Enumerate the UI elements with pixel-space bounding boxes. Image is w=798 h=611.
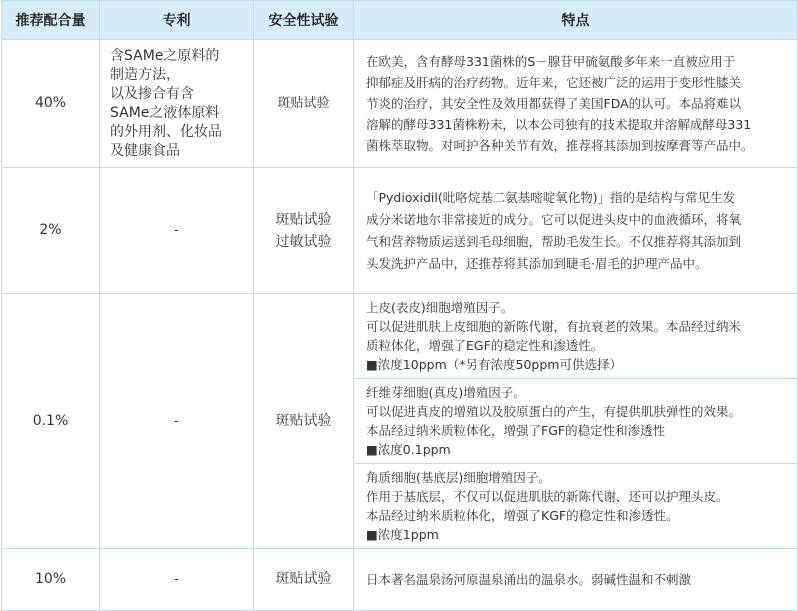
table-header-row bbox=[2, 1, 798, 40]
feature-line: 上皮(表皮)细胞增殖因子。 bbox=[366, 300, 514, 315]
feature-line: 本品经过纳米质粒体化，增强了KGF的稳定性和渗透性。 bbox=[366, 508, 679, 523]
patent-line: 以及掺合有含 bbox=[110, 85, 194, 102]
feature-line: 溶解的酵母331菌株粉末，以本公司独有的技术提取并溶解成酵母331 bbox=[366, 117, 752, 132]
safety-test-label: 斑贴试验 bbox=[277, 96, 330, 111]
feature-line: 可以促进真皮的增殖以及胶原蛋白的产生，有提供肌肤弹性的效果。 bbox=[366, 404, 742, 419]
feature-line: ■浓度0.1ppm bbox=[366, 442, 451, 457]
safety-test-cell bbox=[254, 168, 354, 294]
safety-test-label: 过敏试验 bbox=[275, 233, 332, 250]
patent-line: 制造方法， bbox=[110, 66, 180, 83]
feature-line: 头发洗护产品中，还推荐将其添加到睫毛·眉毛的护理产品中。 bbox=[366, 255, 708, 271]
feature-line: 本品经过纳米质粒体化，增强了FGF的稳定性和渗透性 bbox=[366, 423, 666, 438]
feature-line: 菌株萃取物。对呵护各种关节有效，推荐将其添加到按摩膏等产品中。 bbox=[366, 138, 754, 153]
patent-line: 及健康食品 bbox=[110, 142, 180, 159]
patent-line: 含SAMe之原料的 bbox=[110, 47, 220, 64]
safety-test-cell bbox=[254, 40, 354, 168]
safety-test-label: 斑贴试验 bbox=[275, 211, 332, 228]
growth-factor-block-fgf bbox=[354, 379, 797, 464]
feature-line: 在欧美，含有酵母331菌株的S－腺苷甲硫氨酸多年来一直被应用于 bbox=[366, 54, 736, 69]
patent-cell: - bbox=[100, 549, 254, 611]
header-features: 特点 bbox=[354, 1, 798, 40]
feature-line: 角质细胞(基底层)细胞增殖因子。 bbox=[366, 470, 551, 485]
feature-line: 作用于基底层，不仅可以促进肌肤的新陈代谢，还可以护理头皮。 bbox=[366, 489, 729, 504]
table-row bbox=[2, 40, 798, 168]
dosage-cell: 40% bbox=[2, 40, 100, 168]
safety-test-cell bbox=[254, 294, 354, 549]
feature-line: 质粒体化，增强了EGF的稳定性和渗透性。 bbox=[366, 338, 604, 353]
features-cell bbox=[354, 549, 798, 611]
dosage-cell: 10% bbox=[2, 549, 100, 611]
table-row bbox=[2, 549, 798, 611]
feature-line: 日本著名温泉汤河原温泉涌出的温泉水。弱碱性温和不刺激 bbox=[366, 572, 692, 587]
feature-line: 气和营养物质运送到毛母细胞，帮助毛发生长。不仅推荐将其添加到 bbox=[366, 233, 742, 249]
features-cell bbox=[354, 294, 798, 549]
growth-factor-block-kgf bbox=[354, 464, 797, 548]
table-row bbox=[2, 294, 798, 549]
feature-line: 节炎的治疗，其安全性及效用都获得了美国FDA的认可。本品将难以 bbox=[366, 96, 742, 111]
patent-cell: - bbox=[100, 294, 254, 549]
feature-line: 可以促进肌肤上皮细胞的新陈代谢，有抗衰老的效果。本品经过纳米 bbox=[366, 319, 742, 334]
patent-line: 的外用剂、化妆品 bbox=[110, 123, 222, 140]
features-cell bbox=[354, 40, 798, 168]
patent-line: SAMe之液体原料 bbox=[110, 104, 220, 121]
feature-line: ■浓度10ppm（*另有浓度50ppm可供选择） bbox=[366, 357, 622, 372]
patent-cell: - bbox=[100, 168, 254, 294]
header-dosage: 推荐配合量 bbox=[2, 1, 100, 40]
dosage-cell: 0.1% bbox=[2, 294, 100, 549]
feature-line: 成分米诺地尔非常接近的成分。它可以促进头皮中的血液循环，将氧 bbox=[366, 211, 742, 227]
ingredient-table bbox=[1, 0, 798, 611]
features-cell bbox=[354, 168, 798, 294]
safety-test-cell bbox=[254, 549, 354, 611]
dosage-cell: 2% bbox=[2, 168, 100, 294]
feature-line: 「Pydioxidil(吡咯烷基二氨基嘧啶氧化物)」指的是结构与常见生发 bbox=[366, 189, 736, 205]
safety-test-label: 斑贴试验 bbox=[275, 571, 332, 587]
header-patent: 专利 bbox=[100, 1, 254, 40]
feature-line: 抑郁症及肝病的治疗药物。近年来，它还被广泛的运用于变形性膝关 bbox=[366, 75, 742, 90]
feature-line: ■浓度1ppm bbox=[366, 527, 439, 542]
feature-line: 纤维芽细胞(真皮)增殖因子。 bbox=[366, 385, 526, 400]
growth-factor-block-egf bbox=[354, 294, 797, 379]
patent-cell bbox=[100, 40, 254, 168]
safety-test-label: 斑贴试验 bbox=[275, 412, 332, 429]
header-safety-test: 安全性试验 bbox=[254, 1, 354, 40]
table-row bbox=[2, 168, 798, 294]
